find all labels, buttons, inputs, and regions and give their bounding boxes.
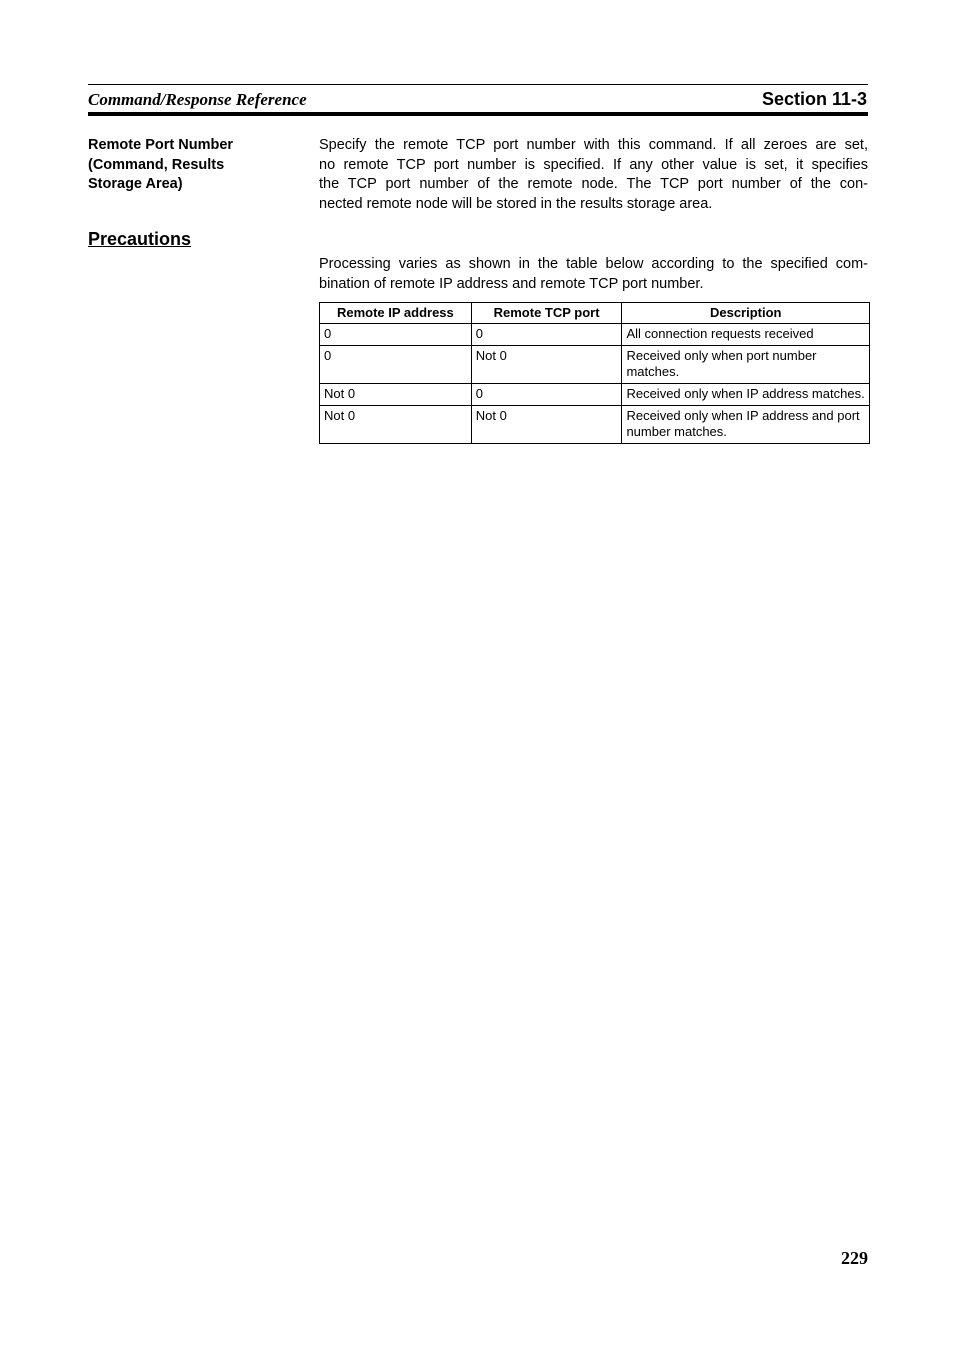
table-row — [320, 406, 870, 444]
section-number: Section 11-3 — [761, 89, 867, 109]
column-header-description: Description — [622, 303, 870, 324]
text-line: the TCP port number of the remote node. The TCP port number of the con- — [319, 176, 868, 192]
cell-description: Received only when IP address and port number matches. — [622, 406, 870, 444]
table-row — [320, 324, 870, 346]
remote-port-heading — [88, 136, 303, 195]
precautions-description — [319, 255, 868, 294]
text-line: bination of remote IP address and remote TCP port number. — [319, 275, 704, 292]
heading-line: (Command, Results — [88, 156, 225, 173]
table-row — [320, 346, 870, 384]
processing-table — [319, 302, 870, 444]
remote-port-description — [319, 136, 868, 214]
text-line: Specify the remote TCP port number with this command. If all zeroes are set, — [319, 137, 868, 153]
cell-remote-tcp-port: 0 — [471, 324, 622, 346]
table-header-row — [320, 303, 870, 324]
cell-remote-tcp-port: Not 0 — [471, 406, 622, 444]
column-header-remote-tcp-port: Remote TCP port — [471, 303, 622, 324]
cell-description: All connection requests received — [622, 324, 870, 346]
table-row — [320, 384, 870, 406]
page-number: 229 — [841, 1248, 868, 1268]
cell-remote-ip: 0 — [320, 346, 472, 384]
running-header-title: Command/Response Reference — [88, 90, 307, 109]
heading-line: Remote Port Number — [88, 137, 234, 153]
text-line: Processing varies as shown in the table below according to the specified com- — [319, 256, 868, 272]
cell-remote-tcp-port: 0 — [471, 384, 622, 406]
cell-description: Received only when IP address matches. — [622, 384, 870, 406]
cell-description: Received only when port number matches. — [622, 346, 870, 384]
header-bottom-rule — [88, 112, 868, 116]
text-line: no remote TCP port number is specified. If any other value is set, it specifies — [319, 156, 868, 173]
cell-remote-ip: Not 0 — [320, 384, 472, 406]
cell-remote-tcp-port: Not 0 — [471, 346, 622, 384]
header-top-rule — [88, 84, 868, 85]
precautions-heading: Precautions — [88, 229, 192, 249]
cell-remote-ip: 0 — [320, 324, 472, 346]
cell-remote-ip: Not 0 — [320, 406, 472, 444]
heading-line: Storage Area) — [88, 176, 183, 192]
text-line: nected remote node will be stored in the results storage area. — [319, 195, 713, 212]
column-header-remote-ip: Remote IP address — [320, 303, 472, 324]
